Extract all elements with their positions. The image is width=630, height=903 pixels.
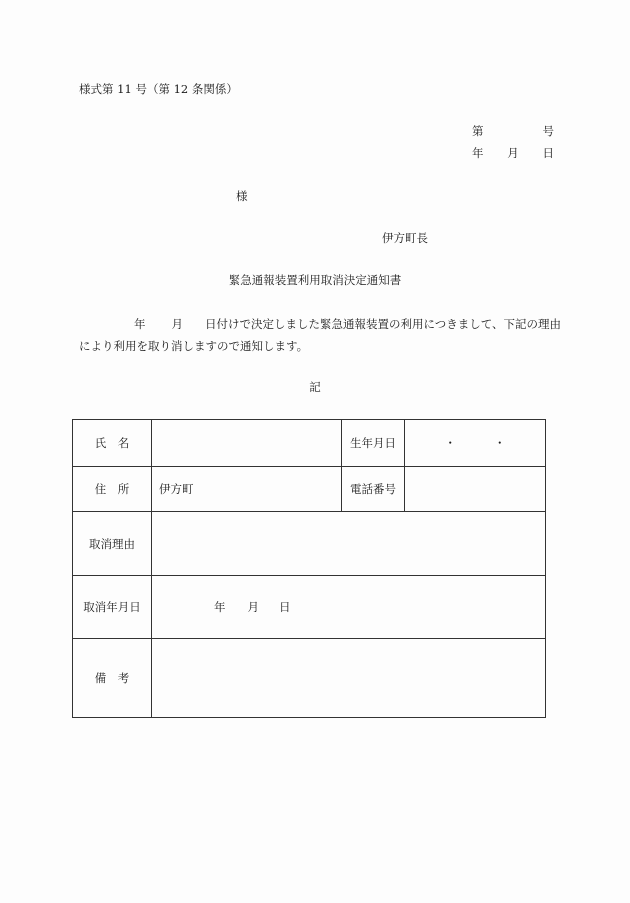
cancel-day: 日: [279, 600, 291, 614]
body-line-1: [134, 317, 561, 331]
name-value: [152, 420, 342, 467]
doc-number-suffix: 号: [542, 124, 554, 138]
name-label: 氏 名: [73, 420, 152, 467]
doc-number-prefix: 第: [472, 124, 484, 138]
cancel-month: 月: [247, 600, 259, 614]
reason-value: [152, 512, 546, 576]
remarks-label: 備 考: [73, 639, 152, 718]
document-number-line: [472, 124, 554, 138]
birthdate-label: 生年月日: [342, 420, 405, 467]
remarks-value: [152, 639, 546, 718]
document-date-line: [472, 146, 554, 160]
info-table: [72, 419, 546, 718]
cancel-year: 年: [214, 600, 226, 614]
form-number: 様式第 11 号（第 12 条関係）: [79, 82, 238, 96]
ki-heading: 記: [309, 380, 321, 394]
birthdate-dot-2: ・: [494, 436, 506, 450]
recipient-suffix: 様: [236, 189, 248, 203]
table-row-cancel-date: [73, 576, 546, 639]
body-line1-text: 日付けで決定しました緊急通報装置の利用につきまして、下記の理由: [205, 317, 562, 331]
address-value: 伊方町: [152, 467, 342, 512]
doc-date-year: 年: [472, 146, 484, 160]
document-title: 緊急通報装置利用取消決定通知書: [228, 273, 402, 287]
body-month: 月: [171, 317, 183, 331]
doc-date-month: 月: [507, 146, 519, 160]
table-row-name: [73, 420, 546, 467]
table-row-remarks: [73, 639, 546, 718]
birthdate-dot-1: ・: [444, 436, 456, 450]
phone-value: [405, 467, 546, 512]
body-year: 年: [134, 317, 146, 331]
issuer: 伊方町長: [382, 231, 428, 245]
body-line-2: により利用を取り消しますので通知します。: [79, 339, 309, 353]
phone-label: 電話番号: [342, 467, 405, 512]
address-label: 住 所: [73, 467, 152, 512]
birthdate-value: [405, 420, 546, 467]
table-row-reason: [73, 512, 546, 576]
cancel-date-value: [152, 576, 546, 639]
reason-label: 取消理由: [73, 512, 152, 576]
cancel-date-label: 取消年月日: [73, 576, 152, 639]
table-row-address: [73, 467, 546, 512]
doc-date-day: 日: [542, 146, 554, 160]
